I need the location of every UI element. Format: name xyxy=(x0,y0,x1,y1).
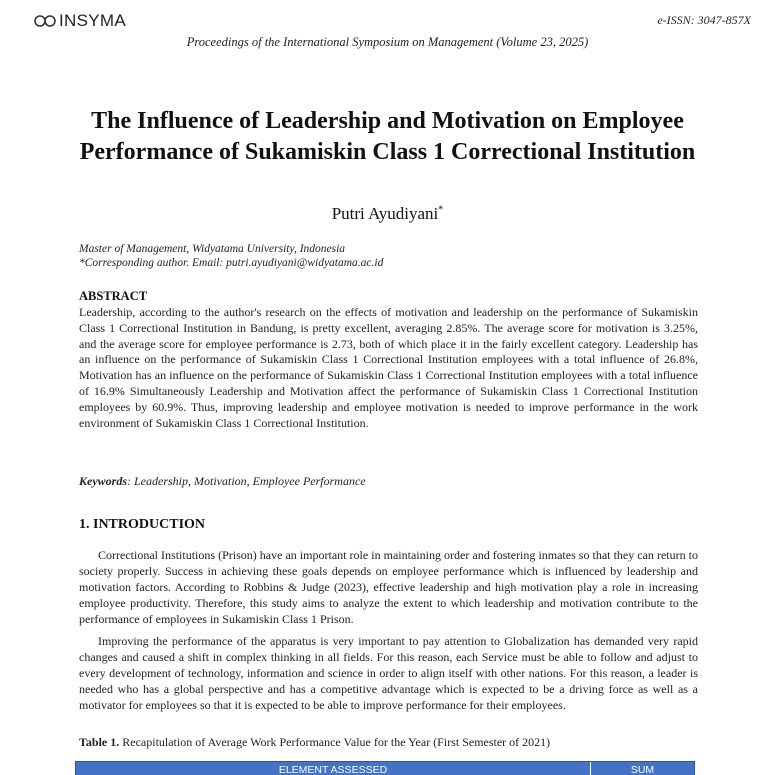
table-header-row xyxy=(75,761,695,775)
insyma-logo-icon xyxy=(34,14,58,28)
author-mark: * xyxy=(438,204,444,216)
paper-title: The Influence of Leadership and Motivation on Employee Performance of Sukamiskin Class 1 Correctional Institution xyxy=(79,108,696,165)
table-header-sum: SUM xyxy=(630,764,655,775)
table-caption-label: Table 1. xyxy=(79,735,120,749)
proceedings-header: Proceedings of the International Symposium on Management (Volume 23, 2025) xyxy=(186,35,589,49)
introduction-paragraph-2: Improving the performance of the apparatus is very important to pay attention to Globalization has demanded very rapid changes and caused a shift in complex thinking in all fields. For this reason, each Service must be able to follow and adjust to every development of technology, information and science in order to align itself with other nations. For this reason, a leader is needed who has a global perspective and has a competitive advantage which is expected to be a driving force as well as a motivator for employees so that it is expected to be able to improve performance for their employees. xyxy=(79,634,698,712)
table-caption-text: Recapitulation of Average Work Performance Value for the Year (First Semester of 2021) xyxy=(119,735,551,749)
corresponding-author: *Corresponding author. Email: putri.ayudiyani@widyatama.ac.id xyxy=(79,257,384,269)
table-header-element-assessed: ELEMENT ASSESSED xyxy=(76,762,591,775)
table-caption xyxy=(79,735,550,750)
issn-label: e-ISSN: 3047-857X xyxy=(657,13,751,27)
introduction-paragraph-1: Correctional Institutions (Prison) have an important role in maintaining order and fostering inmates so that they can return to society properly. Success in achieving these goals depends on employee performance which is influenced by leadership and motivation factors. According to Robbins & Judge (2023), effective leadership and high motivation play a role in increasing employee productivity. Therefore, this study aims to analyze the extent to which leadership and motivation contribute to the performance of employees in Sukamiskin Class 1 Prison. xyxy=(79,548,698,626)
logo-text: INSYMA xyxy=(59,11,126,30)
abstract-heading: ABSTRACT xyxy=(79,289,148,303)
section-heading-introduction: 1. INTRODUCTION xyxy=(79,517,206,532)
abstract-body: Leadership, according to the author's research on the effects of motivation and leadership on the performance of Sukamiskin Class 1 Correctional Institution in Bandung, is pretty excellent, averaging 2.85%. The average score for motivation is 3.25%, and the average score for employee performance is 2.73, both of which place it in the fairly excellent category. Leadership has an influence on the performance of Sukamiskin Class 1 Correctional Institution employees with a total influence of 26.8%, Motivation has an influence on the performance of Sukamiskin Class 1 Correctional Institution employees with a total influence of 16.9% Simultaneously Leadership and Motivation affect the performance of Sukamiskin Class 1 Correctional Institution employees by 60.9%. Thus, improving leadership and employee motivation is needed to improve performance in the work environment of Sukamiskin Class 1 Correctional Institution. xyxy=(79,305,698,430)
author-line xyxy=(0,204,775,224)
affiliation: Master of Management, Widyatama University, Indonesia xyxy=(79,243,346,255)
keywords-line xyxy=(79,474,366,489)
keywords-text: : Leadership, Motivation, Employee Performance xyxy=(127,474,366,488)
author-name: Putri Ayudiyani xyxy=(331,204,439,223)
keywords-label: Keywords xyxy=(79,474,127,488)
insyma-logo xyxy=(34,11,126,31)
affiliation-block xyxy=(79,242,383,270)
